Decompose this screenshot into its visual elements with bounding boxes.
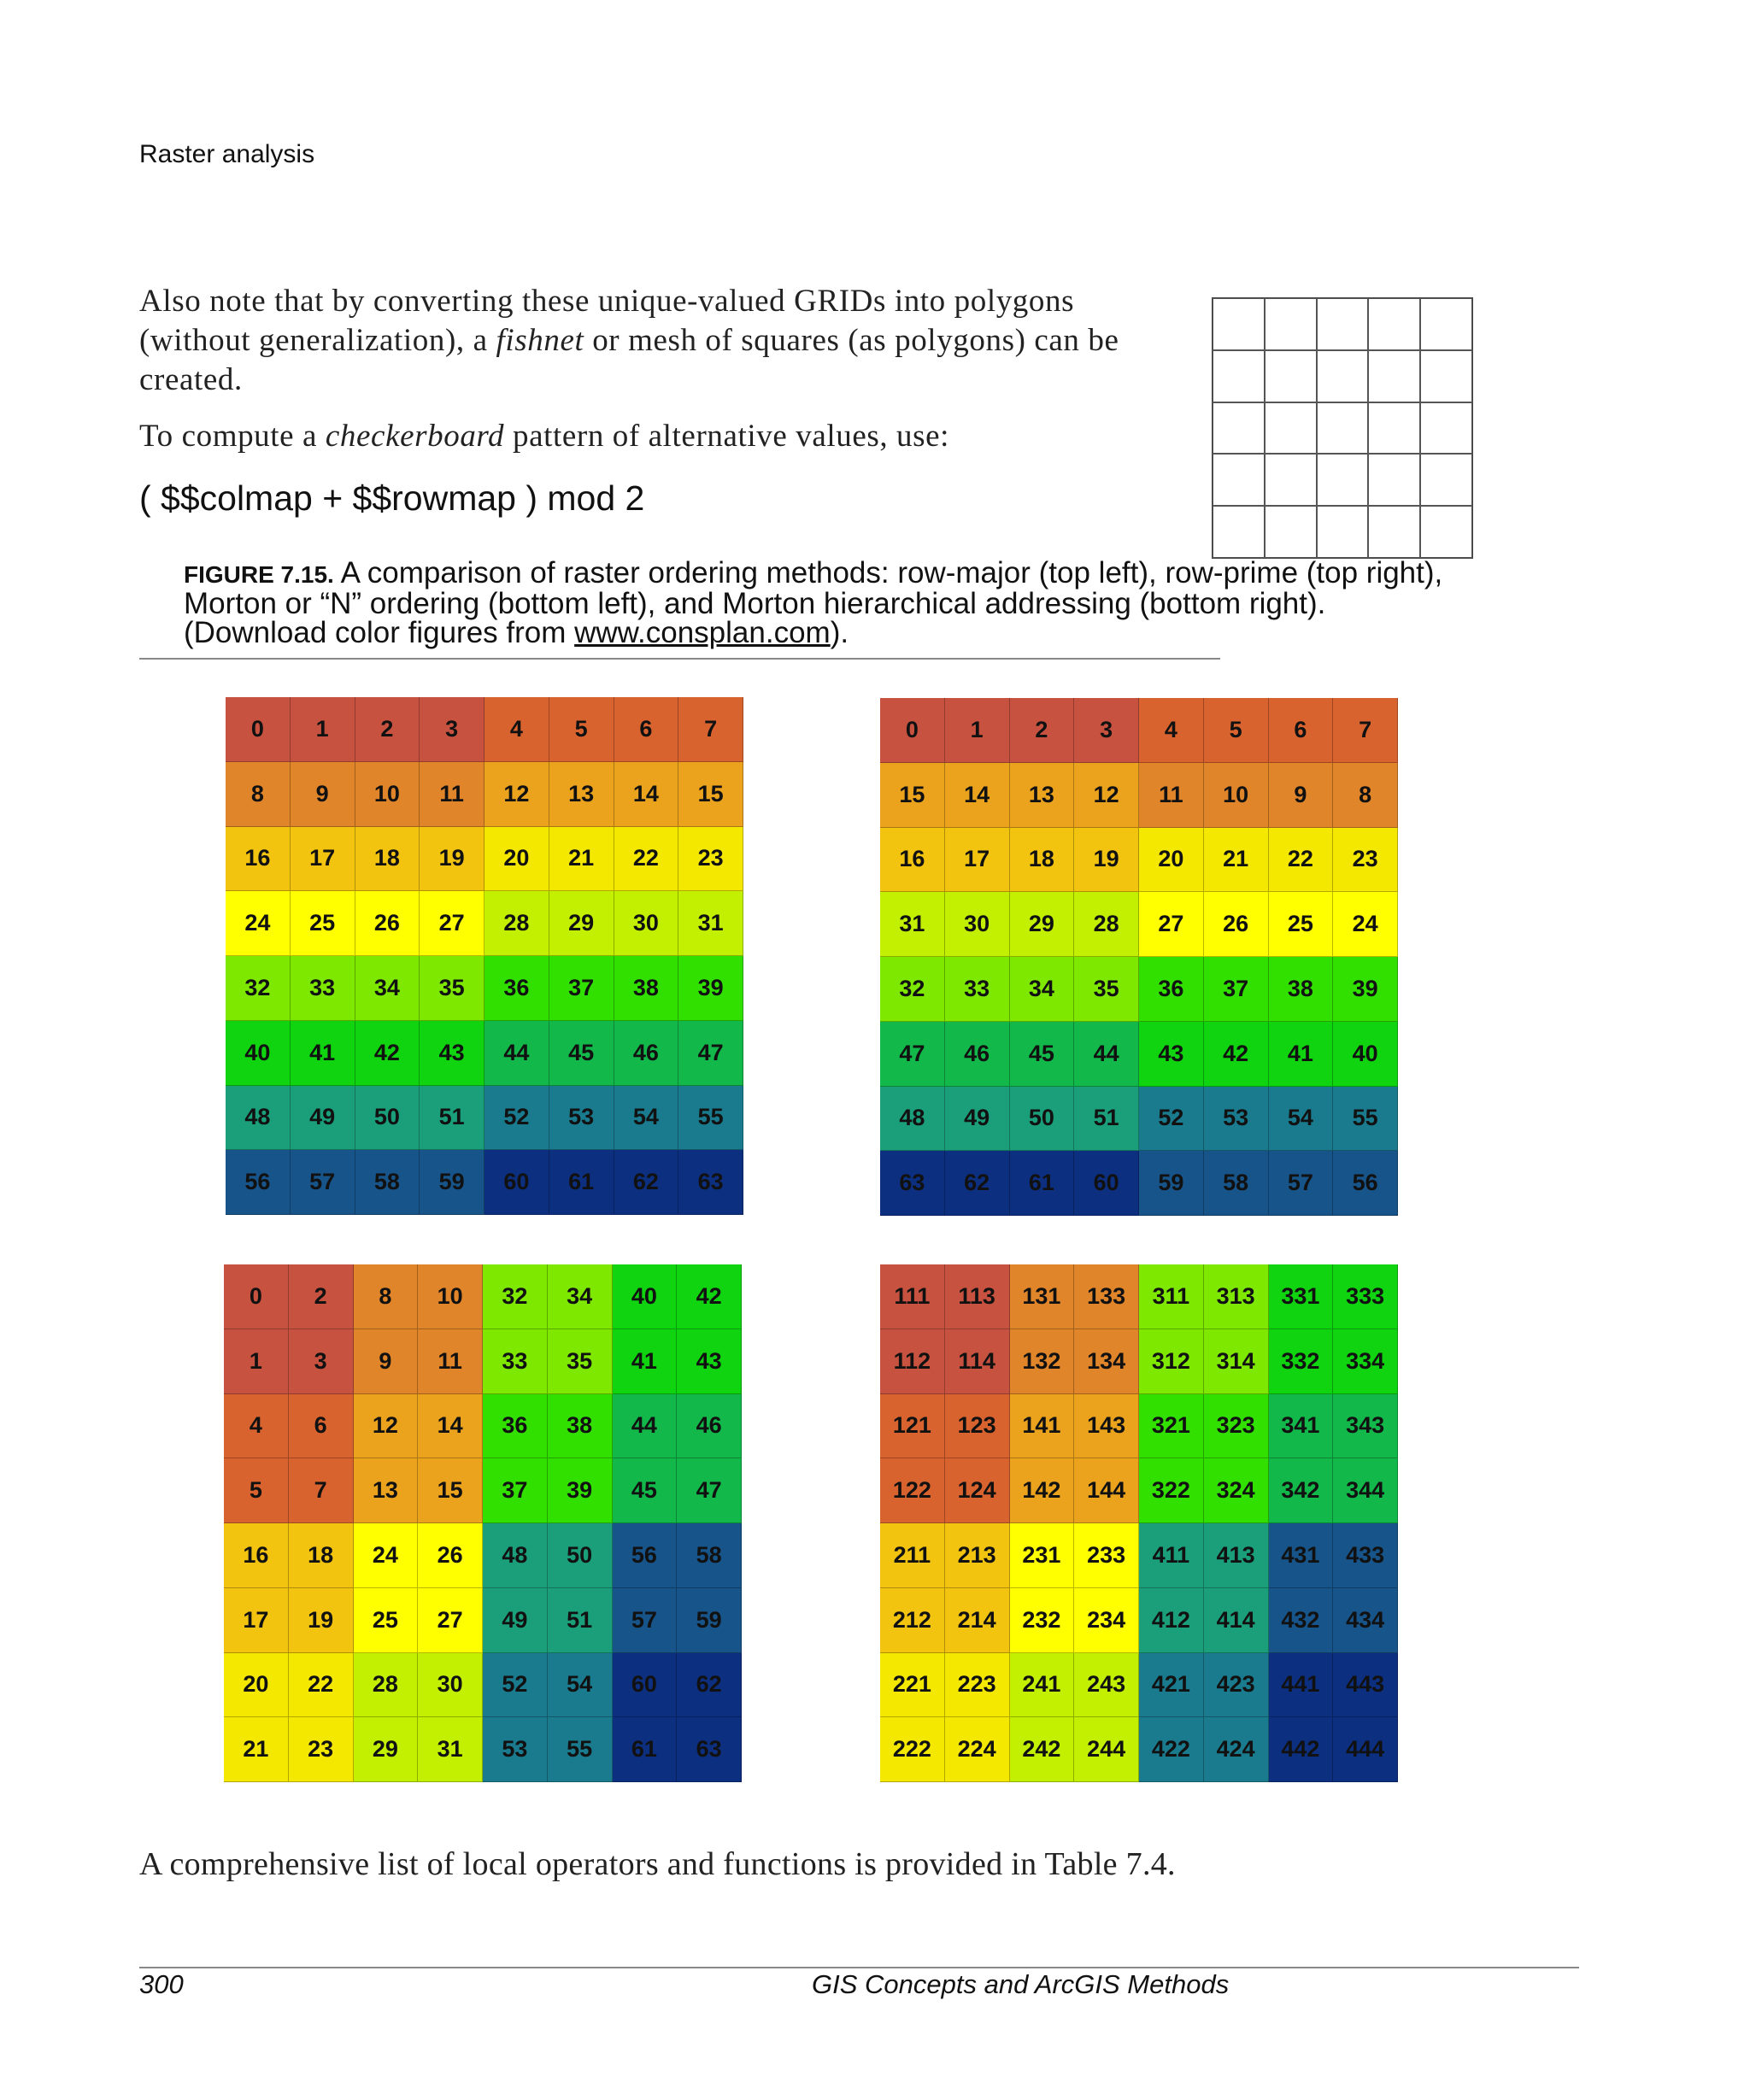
para2-text-a: To compute a bbox=[139, 419, 326, 454]
body-text bbox=[139, 282, 1182, 473]
grid-cell: 19 bbox=[289, 1588, 354, 1653]
grid-cell: 214 bbox=[945, 1588, 1010, 1653]
grid-cell: 8 bbox=[1333, 763, 1398, 828]
grid-cell: 63 bbox=[678, 1150, 743, 1215]
grid-cell: 22 bbox=[289, 1653, 354, 1718]
grid-cell: 57 bbox=[291, 1150, 355, 1215]
download-link[interactable]: www.consplan.com bbox=[574, 616, 831, 649]
grid-cell: 12 bbox=[1074, 763, 1139, 828]
grid-cell: 10 bbox=[355, 762, 420, 827]
grid-cell: 47 bbox=[677, 1458, 742, 1523]
grid-cell: 36 bbox=[1139, 957, 1204, 1022]
grid-cell: 22 bbox=[614, 827, 679, 892]
grid-cell: 242 bbox=[1010, 1717, 1075, 1782]
grid-cell: 443 bbox=[1333, 1653, 1398, 1718]
grid-cell: 57 bbox=[613, 1588, 678, 1653]
grid-cell: 20 bbox=[224, 1653, 289, 1718]
grid-cell: 343 bbox=[1333, 1394, 1398, 1459]
grid-cell: 62 bbox=[614, 1150, 679, 1215]
grid-cell: 211 bbox=[880, 1523, 945, 1588]
grid-cell: 16 bbox=[226, 827, 291, 892]
grid-cell: 53 bbox=[483, 1717, 548, 1782]
grid-cell: 1 bbox=[224, 1329, 289, 1394]
grid-cell: 36 bbox=[484, 956, 549, 1021]
grid-cell: 43 bbox=[1139, 1022, 1204, 1087]
grid-cell: 26 bbox=[418, 1523, 483, 1588]
grid-cell: 9 bbox=[1269, 763, 1334, 828]
grid-cell: 61 bbox=[549, 1150, 614, 1215]
grid-cell: 50 bbox=[355, 1086, 420, 1151]
grid-cell: 112 bbox=[880, 1329, 945, 1394]
grid-cell: 421 bbox=[1139, 1653, 1204, 1718]
grid-cell: 15 bbox=[678, 762, 743, 827]
grid-cell: 332 bbox=[1269, 1329, 1334, 1394]
grid-cell: 54 bbox=[548, 1653, 613, 1718]
grid-cell: 25 bbox=[291, 891, 355, 956]
grid-cell: 47 bbox=[678, 1021, 743, 1086]
grid-row-major bbox=[226, 697, 743, 1215]
grid-cell: 41 bbox=[1269, 1022, 1334, 1087]
grid-cell: 44 bbox=[484, 1021, 549, 1086]
grid-cell: 45 bbox=[1010, 1022, 1075, 1087]
grid-cell: 434 bbox=[1333, 1588, 1398, 1653]
grid-cell: 30 bbox=[945, 892, 1010, 957]
grid-cell: 18 bbox=[355, 827, 420, 892]
grid-cell: 34 bbox=[548, 1264, 613, 1329]
grid-cell: 13 bbox=[1010, 763, 1075, 828]
grid-cell: 58 bbox=[1204, 1151, 1269, 1216]
grid-cell: 0 bbox=[880, 698, 945, 763]
grid-cell: 233 bbox=[1074, 1523, 1139, 1588]
grid-cell: 334 bbox=[1333, 1329, 1398, 1394]
grid-cell: 133 bbox=[1074, 1264, 1139, 1329]
grid-cell: 7 bbox=[1333, 698, 1398, 763]
grid-cell: 48 bbox=[483, 1523, 548, 1588]
grid-cell: 7 bbox=[289, 1458, 354, 1523]
checkerboard-formula: ( $$colmap + $$rowmap ) mod 2 bbox=[139, 478, 645, 518]
grid-cell: 54 bbox=[614, 1086, 679, 1151]
grid-cell: 4 bbox=[1139, 698, 1204, 763]
grid-cell: 13 bbox=[354, 1458, 419, 1523]
grid-cell: 22 bbox=[1269, 828, 1334, 893]
grid-cell: 323 bbox=[1204, 1394, 1269, 1459]
grid-cell: 48 bbox=[880, 1087, 945, 1152]
grid-cell: 331 bbox=[1269, 1264, 1334, 1329]
caption-end: ). bbox=[830, 616, 849, 649]
grid-cell: 142 bbox=[1010, 1458, 1075, 1523]
grid-cell: 31 bbox=[678, 891, 743, 956]
grid-cell: 141 bbox=[1010, 1394, 1075, 1459]
para2-text-b: pattern of alternative values, use: bbox=[504, 419, 950, 454]
grid-cell: 17 bbox=[945, 828, 1010, 893]
paragraph-checkerboard bbox=[139, 417, 1182, 456]
grid-cell: 5 bbox=[1204, 698, 1269, 763]
grid-cell: 39 bbox=[1333, 957, 1398, 1022]
grid-cell: 234 bbox=[1074, 1588, 1139, 1653]
grid-cell: 56 bbox=[613, 1523, 678, 1588]
para1-text-a: Also note that by converting these unique-valued GRIDs into polygons (without generalization), a bbox=[139, 284, 1075, 358]
grid-cell: 231 bbox=[1010, 1523, 1075, 1588]
grid-cell: 342 bbox=[1269, 1458, 1334, 1523]
grid-cell: 46 bbox=[614, 1021, 679, 1086]
grid-morton-hierarchical bbox=[880, 1264, 1398, 1782]
grid-cell: 50 bbox=[548, 1523, 613, 1588]
closing-paragraph: A comprehensive list of local operators and functions is provided in Table 7.4. bbox=[139, 1846, 1176, 1882]
grid-cell: 413 bbox=[1204, 1523, 1269, 1588]
grid-cell: 49 bbox=[945, 1087, 1010, 1152]
grid-cell: 3 bbox=[1074, 698, 1139, 763]
grid-cell: 51 bbox=[1074, 1087, 1139, 1152]
grid-cell: 55 bbox=[678, 1086, 743, 1151]
grid-cell: 11 bbox=[1139, 763, 1204, 828]
grid-cell: 61 bbox=[613, 1717, 678, 1782]
grid-cell: 46 bbox=[945, 1022, 1010, 1087]
grid-cell: 24 bbox=[354, 1523, 419, 1588]
grid-cell: 412 bbox=[1139, 1588, 1204, 1653]
grid-cell: 10 bbox=[418, 1264, 483, 1329]
grid-cell: 27 bbox=[420, 891, 484, 956]
grid-cell: 40 bbox=[1333, 1022, 1398, 1087]
grid-cell: 28 bbox=[1074, 892, 1139, 957]
grid-cell: 42 bbox=[677, 1264, 742, 1329]
grid-cell: 54 bbox=[1269, 1087, 1334, 1152]
grid-cell: 6 bbox=[1269, 698, 1334, 763]
grid-cell: 42 bbox=[1204, 1022, 1269, 1087]
figure-caption bbox=[184, 556, 1448, 649]
grid-cell: 62 bbox=[677, 1653, 742, 1718]
grid-cell: 55 bbox=[548, 1717, 613, 1782]
grid-cell: 40 bbox=[613, 1264, 678, 1329]
grid-cell: 52 bbox=[1139, 1087, 1204, 1152]
grid-cell: 60 bbox=[1074, 1151, 1139, 1216]
grid-cell: 122 bbox=[880, 1458, 945, 1523]
grid-cell: 40 bbox=[226, 1021, 291, 1086]
grid-cell: 30 bbox=[614, 891, 679, 956]
grid-cell: 18 bbox=[289, 1523, 354, 1588]
grid-cell: 3 bbox=[289, 1329, 354, 1394]
grid-cell: 10 bbox=[1204, 763, 1269, 828]
grid-cell: 223 bbox=[945, 1653, 1010, 1718]
para1-emphasis: fishnet bbox=[496, 323, 584, 358]
book-title: GIS Concepts and ArcGIS Methods bbox=[812, 1969, 1230, 1999]
grid-cell: 8 bbox=[226, 762, 291, 827]
grid-cell: 321 bbox=[1139, 1394, 1204, 1459]
grid-cell: 35 bbox=[548, 1329, 613, 1394]
grid-cell: 30 bbox=[418, 1653, 483, 1718]
grid-cell: 12 bbox=[354, 1394, 419, 1459]
grid-cell: 27 bbox=[1139, 892, 1204, 957]
grid-cell: 144 bbox=[1074, 1458, 1139, 1523]
grid-cell: 25 bbox=[354, 1588, 419, 1653]
grid-cell: 53 bbox=[549, 1086, 614, 1151]
grid-cell: 26 bbox=[1204, 892, 1269, 957]
grid-cell: 36 bbox=[483, 1394, 548, 1459]
grid-cell: 61 bbox=[1010, 1151, 1075, 1216]
grid-cell: 2 bbox=[355, 697, 420, 762]
grid-cell: 47 bbox=[880, 1022, 945, 1087]
grid-cell: 424 bbox=[1204, 1717, 1269, 1782]
grid-cell: 24 bbox=[226, 891, 291, 956]
grid-cell: 422 bbox=[1139, 1717, 1204, 1782]
grid-cell: 59 bbox=[677, 1588, 742, 1653]
grid-cell: 43 bbox=[677, 1329, 742, 1394]
grid-cell: 33 bbox=[483, 1329, 548, 1394]
grid-cell: 51 bbox=[420, 1086, 484, 1151]
grid-cell: 28 bbox=[484, 891, 549, 956]
grid-cell: 56 bbox=[1333, 1151, 1398, 1216]
grid-cell: 124 bbox=[945, 1458, 1010, 1523]
grid-cell: 43 bbox=[420, 1021, 484, 1086]
grid-cell: 49 bbox=[483, 1588, 548, 1653]
grid-cell: 62 bbox=[945, 1151, 1010, 1216]
grid-cell: 45 bbox=[613, 1458, 678, 1523]
grid-cell: 23 bbox=[289, 1717, 354, 1782]
para2-emphasis: checkerboard bbox=[325, 419, 505, 454]
grid-cell: 243 bbox=[1074, 1653, 1139, 1718]
grid-cell: 244 bbox=[1074, 1717, 1139, 1782]
grid-cell: 7 bbox=[678, 697, 743, 762]
grid-cell: 16 bbox=[880, 828, 945, 893]
grid-cell: 1 bbox=[945, 698, 1010, 763]
grid-cell: 29 bbox=[1010, 892, 1075, 957]
grid-cell: 63 bbox=[677, 1717, 742, 1782]
grid-cell: 44 bbox=[1074, 1022, 1139, 1087]
fishnet-illustration bbox=[1212, 297, 1473, 559]
grid-cell: 21 bbox=[1204, 828, 1269, 893]
grid-cell: 16 bbox=[224, 1523, 289, 1588]
grid-cell: 37 bbox=[483, 1458, 548, 1523]
grid-cell: 20 bbox=[484, 827, 549, 892]
grid-cell: 4 bbox=[484, 697, 549, 762]
grid-cell: 324 bbox=[1204, 1458, 1269, 1523]
grid-cell: 32 bbox=[483, 1264, 548, 1329]
grid-cell: 212 bbox=[880, 1588, 945, 1653]
grid-cell: 6 bbox=[614, 697, 679, 762]
grid-cell: 35 bbox=[1074, 957, 1139, 1022]
grid-cell: 57 bbox=[1269, 1151, 1334, 1216]
grid-cell: 444 bbox=[1333, 1717, 1398, 1782]
caption-divider bbox=[139, 658, 1220, 660]
figure-label: FIGURE 7.15. bbox=[184, 561, 334, 588]
grid-cell: 39 bbox=[678, 956, 743, 1021]
grid-cell: 9 bbox=[291, 762, 355, 827]
para1-text-b: or mesh of squares (as polygons) can be created. bbox=[139, 323, 1119, 397]
grid-cell: 15 bbox=[880, 763, 945, 828]
grid-cell: 46 bbox=[677, 1394, 742, 1459]
footer-divider bbox=[139, 1967, 1579, 1968]
grid-cell: 59 bbox=[420, 1150, 484, 1215]
grid-cell: 341 bbox=[1269, 1394, 1334, 1459]
grid-cell: 34 bbox=[1010, 957, 1075, 1022]
running-header: Raster analysis bbox=[139, 140, 315, 168]
grid-cell: 241 bbox=[1010, 1653, 1075, 1718]
grid-cell: 19 bbox=[420, 827, 484, 892]
grid-cell: 37 bbox=[549, 956, 614, 1021]
grid-cell: 58 bbox=[355, 1150, 420, 1215]
grid-cell: 41 bbox=[291, 1021, 355, 1086]
grid-cell: 25 bbox=[1269, 892, 1334, 957]
grid-cell: 31 bbox=[880, 892, 945, 957]
grid-cell: 60 bbox=[613, 1653, 678, 1718]
grid-cell: 32 bbox=[880, 957, 945, 1022]
grid-cell: 12 bbox=[484, 762, 549, 827]
grid-cell: 35 bbox=[420, 956, 484, 1021]
grid-cell: 38 bbox=[1269, 957, 1334, 1022]
grid-cell: 33 bbox=[945, 957, 1010, 1022]
grid-cell: 2 bbox=[1010, 698, 1075, 763]
grid-cell: 29 bbox=[354, 1717, 419, 1782]
grid-cell: 14 bbox=[614, 762, 679, 827]
grid-cell: 441 bbox=[1269, 1653, 1334, 1718]
grid-cell: 113 bbox=[945, 1264, 1010, 1329]
grid-cell: 31 bbox=[418, 1717, 483, 1782]
grid-cell: 2 bbox=[289, 1264, 354, 1329]
grid-cell: 14 bbox=[418, 1394, 483, 1459]
grid-cell: 20 bbox=[1139, 828, 1204, 893]
grid-cell: 53 bbox=[1204, 1087, 1269, 1152]
grid-cell: 114 bbox=[945, 1329, 1010, 1394]
grid-cell: 143 bbox=[1074, 1394, 1139, 1459]
grid-cell: 11 bbox=[418, 1329, 483, 1394]
grid-cell: 311 bbox=[1139, 1264, 1204, 1329]
grid-cell: 344 bbox=[1333, 1458, 1398, 1523]
grid-cell: 322 bbox=[1139, 1458, 1204, 1523]
grid-cell: 59 bbox=[1139, 1151, 1204, 1216]
grid-cell: 224 bbox=[945, 1717, 1010, 1782]
grid-morton bbox=[224, 1264, 742, 1782]
grid-cell: 55 bbox=[1333, 1087, 1398, 1152]
grid-cell: 111 bbox=[880, 1264, 945, 1329]
grid-cell: 13 bbox=[549, 762, 614, 827]
grid-cell: 17 bbox=[291, 827, 355, 892]
caption-text: A comparison of raster ordering methods: row-major (top left), row-prime (top right), Morton or “N” ordering (bottom left), and Morton hierarchical addressing (bottom right). (Download color figures from bbox=[184, 556, 1443, 649]
grid-row-prime bbox=[880, 698, 1398, 1216]
grid-cell: 58 bbox=[677, 1523, 742, 1588]
grid-cell: 17 bbox=[224, 1588, 289, 1653]
grid-cell: 221 bbox=[880, 1653, 945, 1718]
grid-cell: 19 bbox=[1074, 828, 1139, 893]
grid-cell: 123 bbox=[945, 1394, 1010, 1459]
grid-cell: 27 bbox=[418, 1588, 483, 1653]
grid-cell: 431 bbox=[1269, 1523, 1334, 1588]
grid-cell: 1 bbox=[291, 697, 355, 762]
grid-cell: 21 bbox=[224, 1717, 289, 1782]
grid-cell: 411 bbox=[1139, 1523, 1204, 1588]
grid-cell: 121 bbox=[880, 1394, 945, 1459]
grid-cell: 442 bbox=[1269, 1717, 1334, 1782]
grid-cell: 5 bbox=[549, 697, 614, 762]
grid-cell: 41 bbox=[613, 1329, 678, 1394]
grid-cell: 50 bbox=[1010, 1087, 1075, 1152]
grid-cell: 23 bbox=[678, 827, 743, 892]
grid-cell: 0 bbox=[226, 697, 291, 762]
grid-cell: 11 bbox=[420, 762, 484, 827]
grid-cell: 313 bbox=[1204, 1264, 1269, 1329]
grid-cell: 423 bbox=[1204, 1653, 1269, 1718]
grid-cell: 222 bbox=[880, 1717, 945, 1782]
grid-cell: 433 bbox=[1333, 1523, 1398, 1588]
grid-cell: 132 bbox=[1010, 1329, 1075, 1394]
grid-cell: 9 bbox=[354, 1329, 419, 1394]
grid-cell: 432 bbox=[1269, 1588, 1334, 1653]
grid-cell: 29 bbox=[549, 891, 614, 956]
grid-cell: 414 bbox=[1204, 1588, 1269, 1653]
grid-cell: 0 bbox=[224, 1264, 289, 1329]
grid-cell: 314 bbox=[1204, 1329, 1269, 1394]
grid-cell: 33 bbox=[291, 956, 355, 1021]
grid-cell: 6 bbox=[289, 1394, 354, 1459]
grid-cell: 24 bbox=[1333, 892, 1398, 957]
grid-cell: 23 bbox=[1333, 828, 1398, 893]
grid-cell: 18 bbox=[1010, 828, 1075, 893]
grid-cell: 60 bbox=[484, 1150, 549, 1215]
grid-cell: 42 bbox=[355, 1021, 420, 1086]
grid-cell: 63 bbox=[880, 1151, 945, 1216]
grid-cell: 34 bbox=[355, 956, 420, 1021]
grid-cell: 312 bbox=[1139, 1329, 1204, 1394]
grid-cell: 45 bbox=[549, 1021, 614, 1086]
paragraph-fishnet bbox=[139, 282, 1182, 400]
grid-cell: 37 bbox=[1204, 957, 1269, 1022]
grid-cell: 32 bbox=[226, 956, 291, 1021]
grid-cell: 56 bbox=[226, 1150, 291, 1215]
grid-cell: 39 bbox=[548, 1458, 613, 1523]
grid-cell: 3 bbox=[420, 697, 484, 762]
grid-cell: 52 bbox=[483, 1653, 548, 1718]
grid-cell: 52 bbox=[484, 1086, 549, 1151]
grid-cell: 28 bbox=[354, 1653, 419, 1718]
grid-cell: 5 bbox=[224, 1458, 289, 1523]
grid-cell: 38 bbox=[614, 956, 679, 1021]
grid-cell: 213 bbox=[945, 1523, 1010, 1588]
grid-cell: 8 bbox=[354, 1264, 419, 1329]
grid-cell: 49 bbox=[291, 1086, 355, 1151]
grid-cell: 38 bbox=[548, 1394, 613, 1459]
grid-cell: 4 bbox=[224, 1394, 289, 1459]
grid-cell: 26 bbox=[355, 891, 420, 956]
grid-cell: 134 bbox=[1074, 1329, 1139, 1394]
grid-cell: 48 bbox=[226, 1086, 291, 1151]
grid-cell: 333 bbox=[1333, 1264, 1398, 1329]
grid-cell: 131 bbox=[1010, 1264, 1075, 1329]
grid-cell: 14 bbox=[945, 763, 1010, 828]
grid-cell: 15 bbox=[418, 1458, 483, 1523]
grid-cell: 21 bbox=[549, 827, 614, 892]
grid-cell: 51 bbox=[548, 1588, 613, 1653]
grid-cell: 44 bbox=[613, 1394, 678, 1459]
grid-cell: 232 bbox=[1010, 1588, 1075, 1653]
page-number: 300 bbox=[139, 1969, 184, 1999]
